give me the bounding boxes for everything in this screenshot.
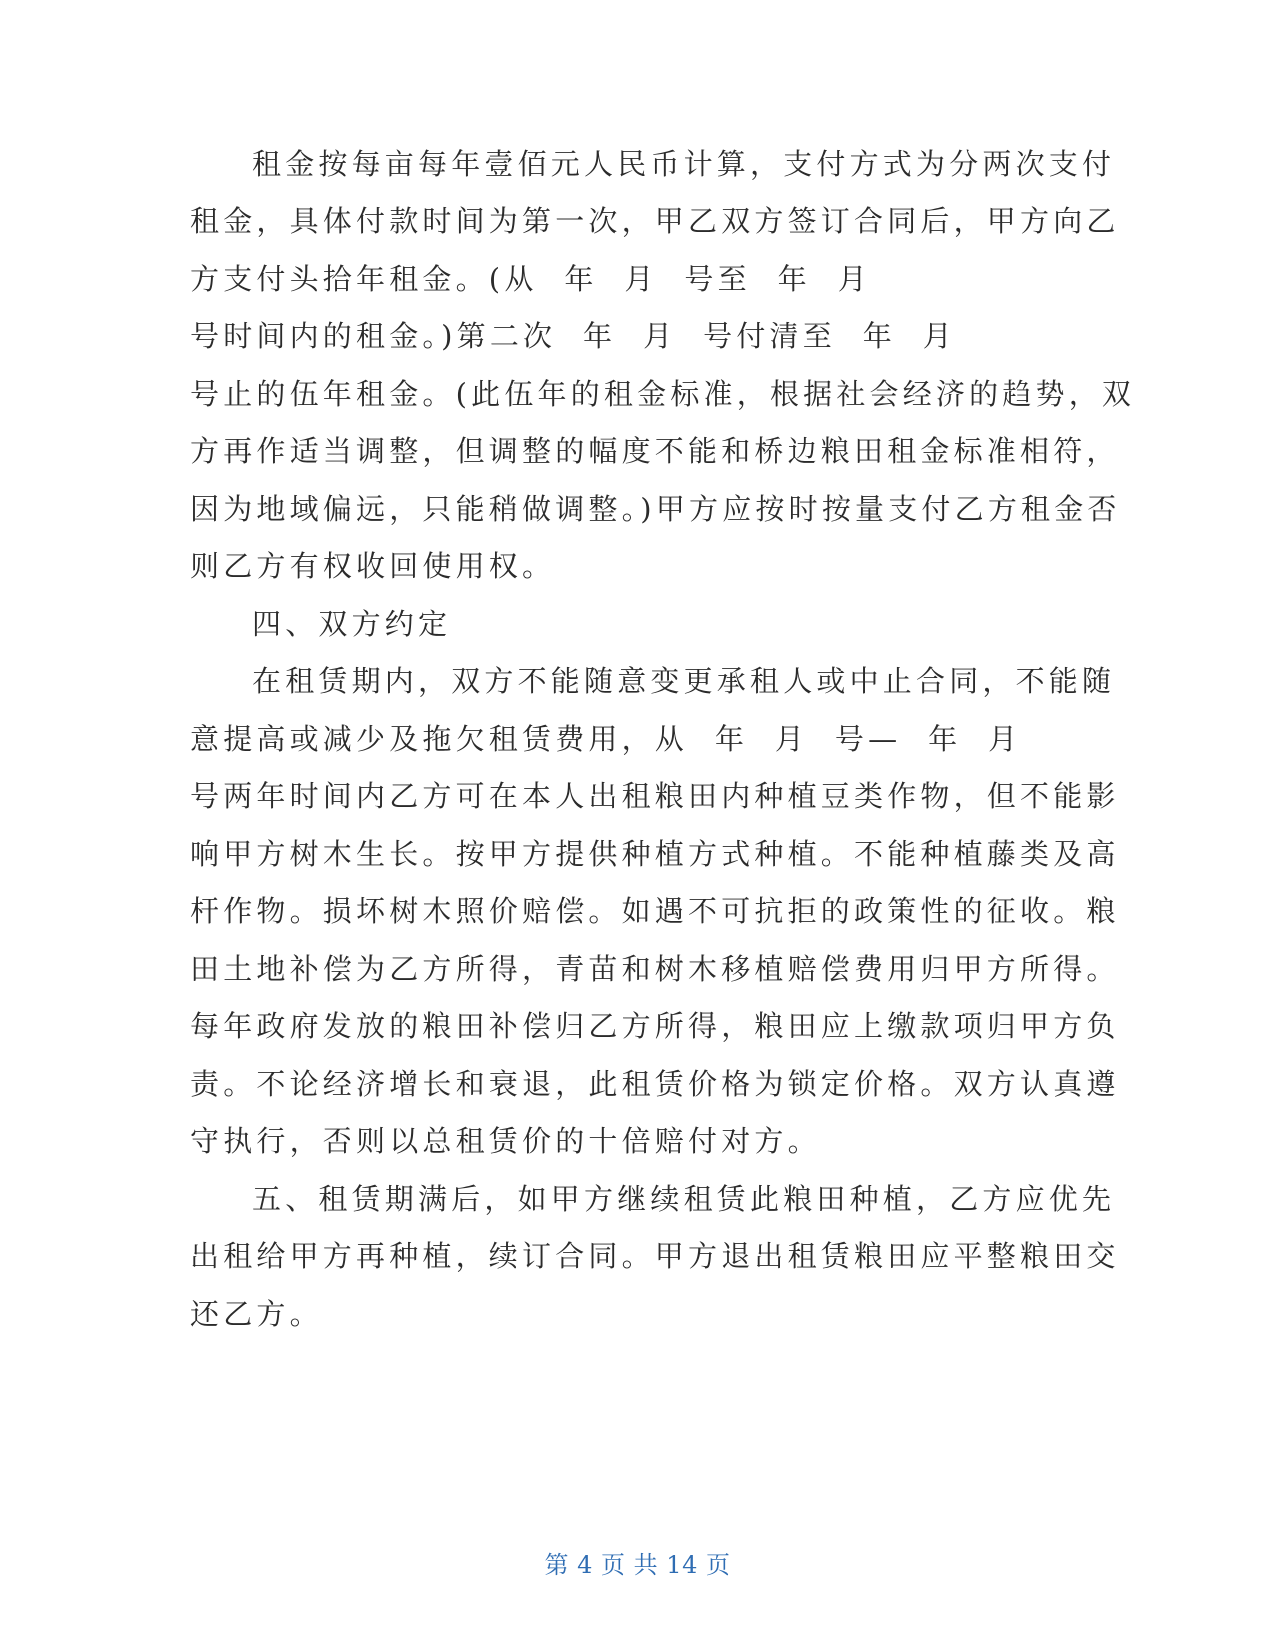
text-line: 方支付头拾年租金。(从 年 月 号至 年 月 — [190, 262, 871, 296]
text-line: 租金按每亩每年壹佰元人民币计算，支付方式为分两次支付 — [252, 147, 1116, 181]
text-line: 号两年时间内乙方可在本人出租粮田内种植豆类作物，但不能影 — [190, 779, 1120, 813]
text-line: 号时间内的租金。)第二次 年 月 号付清至 年 月 — [190, 319, 956, 353]
text-line: 还乙方。 — [190, 1297, 323, 1331]
text-line: 则乙方有权收回使用权。 — [190, 549, 556, 583]
text-line: 责。不论经济增长和衰退，此租赁价格为锁定价格。双方认真遵 — [190, 1067, 1120, 1101]
page-number-footer: 第 4 页 共 14 页 — [544, 1551, 731, 1579]
text-line: 每年政府发放的粮田补偿归乙方所得，粮田应上缴款项归甲方负 — [190, 1009, 1120, 1043]
text-line: 租金，具体付款时间为第一次，甲乙双方签订合同后，甲方向乙 — [190, 204, 1120, 238]
text-line: 田土地补偿为乙方所得，青苗和树木移植赔偿费用归甲方所得。 — [190, 952, 1120, 986]
text-line: 在租赁期内，双方不能随意变更承租人或中止合同，不能随 — [252, 664, 1116, 698]
text-line: 方再作适当调整，但调整的幅度不能和桥边粮田租金标准相符， — [190, 434, 1120, 468]
text-line: 出租给甲方再种植，续订合同。甲方退出租赁粮田应平整粮田交 — [190, 1239, 1120, 1273]
text-line: 响甲方树木生长。按甲方提供种植方式种植。不能种植藤类及高 — [190, 837, 1120, 871]
text-line: 意提高或减少及拖欠租赁费用，从 年 月 号— 年 月 — [190, 722, 1022, 756]
text-line: 因为地域偏远，只能稍做调整。)甲方应按时按量支付乙方租金否 — [190, 492, 1121, 526]
text-line: 号止的伍年租金。(此伍年的租金标准，根据社会经济的趋势，双 — [190, 377, 1136, 411]
text-line: 杆作物。损坏树木照价赔偿。如遇不可抗拒的政策性的征收。粮 — [190, 894, 1120, 928]
text-line: 守执行，否则以总租赁价的十倍赔付对方。 — [190, 1124, 821, 1158]
section-heading: 四、双方约定 — [252, 607, 452, 641]
text-line: 五、租赁期满后，如甲方继续租赁此粮田种植，乙方应优先 — [252, 1182, 1116, 1216]
